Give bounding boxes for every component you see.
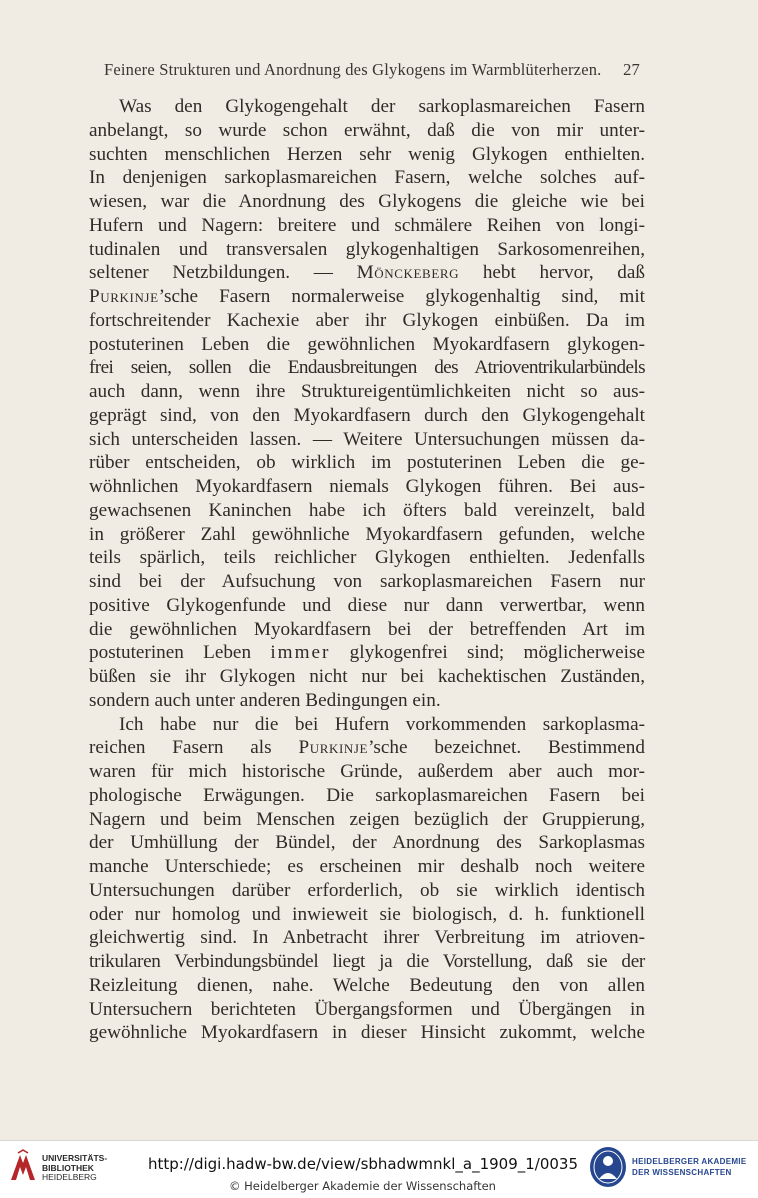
text-line: Untersuchern berichteten Übergangsformen und Übergängen in bbox=[89, 998, 645, 1020]
text-segment: ’sche Fasern normalerweise glykogenhaltig sind, mit bbox=[158, 286, 645, 307]
text-line: wiesen, war die Anordnung des Glykogens die gleiche wie bei bbox=[89, 191, 645, 212]
text-segment: hebt hervor, daß bbox=[459, 262, 645, 284]
text-line: rüber entscheiden, ob wirklich im postuterinen Leben die ge- bbox=[89, 452, 645, 474]
text-line: Nagern und beim Menschen zeigen bezüglich der Gruppierung, bbox=[89, 808, 645, 830]
text-line: sondern auch unter anderen Bedingungen ein. bbox=[89, 689, 441, 711]
text-line: in größerer Zahl gewöhnliche Myokardfasern gefunden, welche bbox=[89, 523, 645, 545]
text-line: sind bei der Aufsuchung von sarkoplasmareichen Fasern nur bbox=[89, 571, 645, 592]
text-line: sich unterscheiden lassen. — Weitere Untersuchungen müssen da- bbox=[89, 428, 645, 450]
body-text bbox=[89, 95, 645, 1045]
text-line: positive Glykogenfunde und diese nur dann verwertbar, wenn bbox=[89, 594, 645, 616]
permalink-url[interactable]: http://digi.hadw-bw.de/view/sbhadwmnkl_a_1909_1/0035 bbox=[148, 1155, 579, 1173]
text-line: postuterinen Leben die gewöhnlichen Myokardfasern glykogen- bbox=[89, 333, 645, 355]
academy-seal-icon bbox=[588, 1145, 628, 1189]
text-line: anbelangt, so wurde schon erwähnt, daß die von mir unter- bbox=[89, 119, 645, 141]
text-line: geprägt sind, von den Myokardfasern durch den Glykogengehalt bbox=[89, 404, 645, 426]
text-line: Hufern und Nagern: breitere und schmälere Reihen von longi- bbox=[89, 214, 645, 236]
academy-line: HEIDELBERGER AKADEMIE bbox=[632, 1157, 747, 1166]
text-line: suchten menschlichen Herzen sehr wenig Glykogen enthielten. bbox=[89, 143, 645, 165]
university-library-logo-icon bbox=[8, 1149, 38, 1183]
author-name: Purkinje bbox=[89, 286, 159, 307]
text-segment: glykogenfrei sind; möglicherweise bbox=[330, 642, 645, 664]
emphasized-word: immer bbox=[270, 642, 331, 664]
text-line: auch dann, wenn ihre Struktureigentümlichkeiten nicht so aus- bbox=[89, 381, 645, 402]
text-line: die gewöhnlichen Myokardfasern bei der betreffenden Art im bbox=[89, 618, 645, 640]
viewer-footer bbox=[0, 1140, 758, 1198]
text-line: fortschreitender Kachexie aber ihr Glykogen einbüßen. Da im bbox=[89, 309, 645, 331]
text-line: gewachsenen Kaninchen habe ich öfters bald vereinzelt, bald bbox=[89, 499, 645, 521]
ub-line: BIBLIOTHEK bbox=[42, 1162, 94, 1173]
text-line: phologische Erwägungen. Die sarkoplasmareichen Fasern bei bbox=[89, 784, 645, 806]
author-name: Mönckeberg bbox=[356, 262, 460, 284]
running-title: Feinere Strukturen und Anordnung des Glykogens im Warmblüterherzen. bbox=[104, 60, 602, 79]
text-line: gewöhnliche Myokardfasern in dieser Hinsicht zukommt, welche bbox=[89, 1022, 645, 1044]
text-line bbox=[89, 736, 645, 760]
text-line: Ich habe nur die bei Hufern vorkommenden sarkoplasma- bbox=[119, 713, 645, 735]
copyright-notice: © Heidelberger Akademie der Wissenschaften bbox=[229, 1179, 496, 1193]
text-line bbox=[89, 285, 645, 309]
page-number: 27 bbox=[623, 60, 640, 79]
text-segment: ’sche bezeichnet. Bestimmend bbox=[368, 737, 645, 759]
author-name: Purkinje bbox=[298, 737, 369, 759]
text-line: frei seien, sollen die Endausbreitungen des Atrioventrikularbündels bbox=[89, 357, 645, 379]
text-line: der Umhüllung der Bündel, der Anordnung des Sarkoplasmas bbox=[89, 832, 645, 854]
text-segment: reichen Fasern als bbox=[89, 737, 299, 759]
text-line: gleichwertig sind. In Anbetracht ihrer Verbreitung im atrioven- bbox=[89, 927, 645, 949]
text-line: waren für mich historische Gründe, außerdem aber auch mor- bbox=[89, 761, 645, 782]
text-line: wöhnlichen Myokardfasern niemals Glykogen führen. Bei aus- bbox=[89, 476, 645, 497]
text-line bbox=[89, 261, 645, 285]
academy-line: DER WISSENSCHAFTEN bbox=[632, 1168, 732, 1177]
text-line: manche Unterschiede; es erscheinen mir deshalb noch weitere bbox=[89, 856, 645, 877]
text-line: Untersuchungen darüber erforderlich, ob sie wirklich identisch bbox=[89, 879, 645, 901]
text-segment: postuterinen Leben bbox=[89, 642, 271, 664]
text-line: teils spärlich, teils reichlicher Glykogen enthielten. Jedenfalls bbox=[89, 547, 645, 569]
ub-line: UNIVERSITÄTS- bbox=[42, 1153, 108, 1163]
text-line: tudinalen und transversalen glykogenhaltigen Sarkosomenreihen, bbox=[89, 238, 645, 260]
running-header bbox=[104, 60, 640, 80]
text-line: In denjenigen sarkoplasmareichen Fasern, welche solches auf- bbox=[89, 167, 645, 189]
text-line: oder nur homolog und inwieweit sie biologisch, d. h. funktionell bbox=[89, 903, 645, 925]
text-line: Reizleitung dienen, nahe. Welche Bedeutung den von allen bbox=[89, 974, 645, 996]
text-line: trikularen Verbindungsbündel liegt ja die Vorstellung, daß sie der bbox=[89, 951, 645, 972]
academy-name bbox=[632, 1156, 746, 1178]
ub-line: HEIDELBERG bbox=[42, 1172, 97, 1182]
text-line: büßen sie ihr Glykogen nicht nur bei kachektischen Zuständen, bbox=[89, 666, 645, 687]
text-segment: seltener Netzbildungen. — bbox=[89, 262, 357, 284]
text-line: Was den Glykogengehalt der sarkoplasmareichen Fasern bbox=[119, 96, 645, 117]
text-line bbox=[89, 641, 645, 665]
university-library-name bbox=[42, 1154, 107, 1183]
